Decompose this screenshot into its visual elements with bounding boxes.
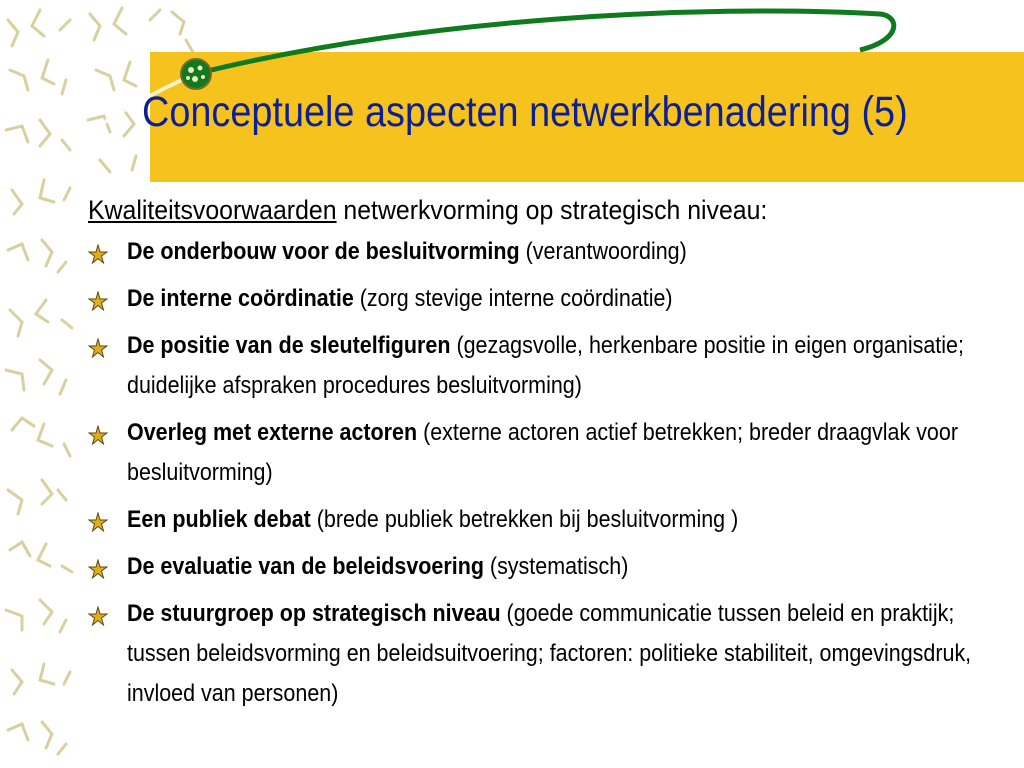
list-item bbox=[88, 326, 1008, 406]
bullet-bold: De interne coördinatie bbox=[127, 285, 354, 312]
yellow-star-bullet-icon bbox=[88, 244, 108, 264]
yellow-star-bullet-icon bbox=[88, 606, 108, 626]
bullet-text: (zorg stevige interne coördinatie) bbox=[353, 285, 673, 312]
slide-title: Conceptuele aspecten netwerkbenadering (5) bbox=[142, 88, 908, 136]
intro-line bbox=[88, 192, 934, 228]
bullet-text: (systematisch) bbox=[483, 553, 629, 580]
bullet-bold: De stuurgroep op strategisch niveau bbox=[127, 600, 501, 627]
bullet-bold: Overleg met externe actoren bbox=[127, 419, 418, 446]
list-item bbox=[88, 279, 1008, 319]
intro-underlined: Kwaliteitsvoorwaarden bbox=[88, 195, 337, 225]
slide-content bbox=[88, 192, 1008, 721]
intro-rest: netwerkvorming op strategisch niveau: bbox=[336, 195, 768, 225]
bullet-text: (brede publiek betrekken bij besluitvorming ) bbox=[310, 506, 739, 533]
bullet-text: (externe actoren actief betrekken; breder draagvlak voor besluitvorming) bbox=[127, 419, 958, 486]
bullet-text: (goede communicatie tussen beleid en praktijk; tussen beleidsvorming en beleidsuitvoering; factoren: politieke stabiliteit, omgevingsdruk, invloed van personen) bbox=[127, 600, 972, 707]
bullet-text: (gezagsvolle, herkenbare positie in eigen organisatie; duidelijke afspraken procedures besluitvorming) bbox=[127, 332, 964, 399]
yellow-star-bullet-icon bbox=[88, 291, 108, 311]
list-item bbox=[88, 594, 1008, 714]
yellow-star-bullet-icon bbox=[88, 338, 108, 358]
list-item bbox=[88, 500, 1008, 540]
yellow-star-bullet-icon bbox=[88, 425, 108, 445]
list-item bbox=[88, 232, 1008, 272]
list-item bbox=[88, 413, 1008, 493]
yellow-star-bullet-icon bbox=[88, 559, 108, 579]
bullet-bold: Een publiek debat bbox=[127, 506, 311, 533]
green-globe-icon bbox=[181, 59, 211, 89]
bullet-bold: De positie van de sleutelfiguren bbox=[127, 332, 451, 359]
bullet-text: (verantwoording) bbox=[519, 238, 687, 265]
bullet-bold: De onderbouw voor de besluitvorming bbox=[127, 238, 520, 265]
bullet-list bbox=[88, 232, 1008, 714]
list-item bbox=[88, 547, 1008, 587]
bullet-bold: De evaluatie van de beleidsvoering bbox=[127, 553, 484, 580]
yellow-star-bullet-icon bbox=[88, 512, 108, 532]
